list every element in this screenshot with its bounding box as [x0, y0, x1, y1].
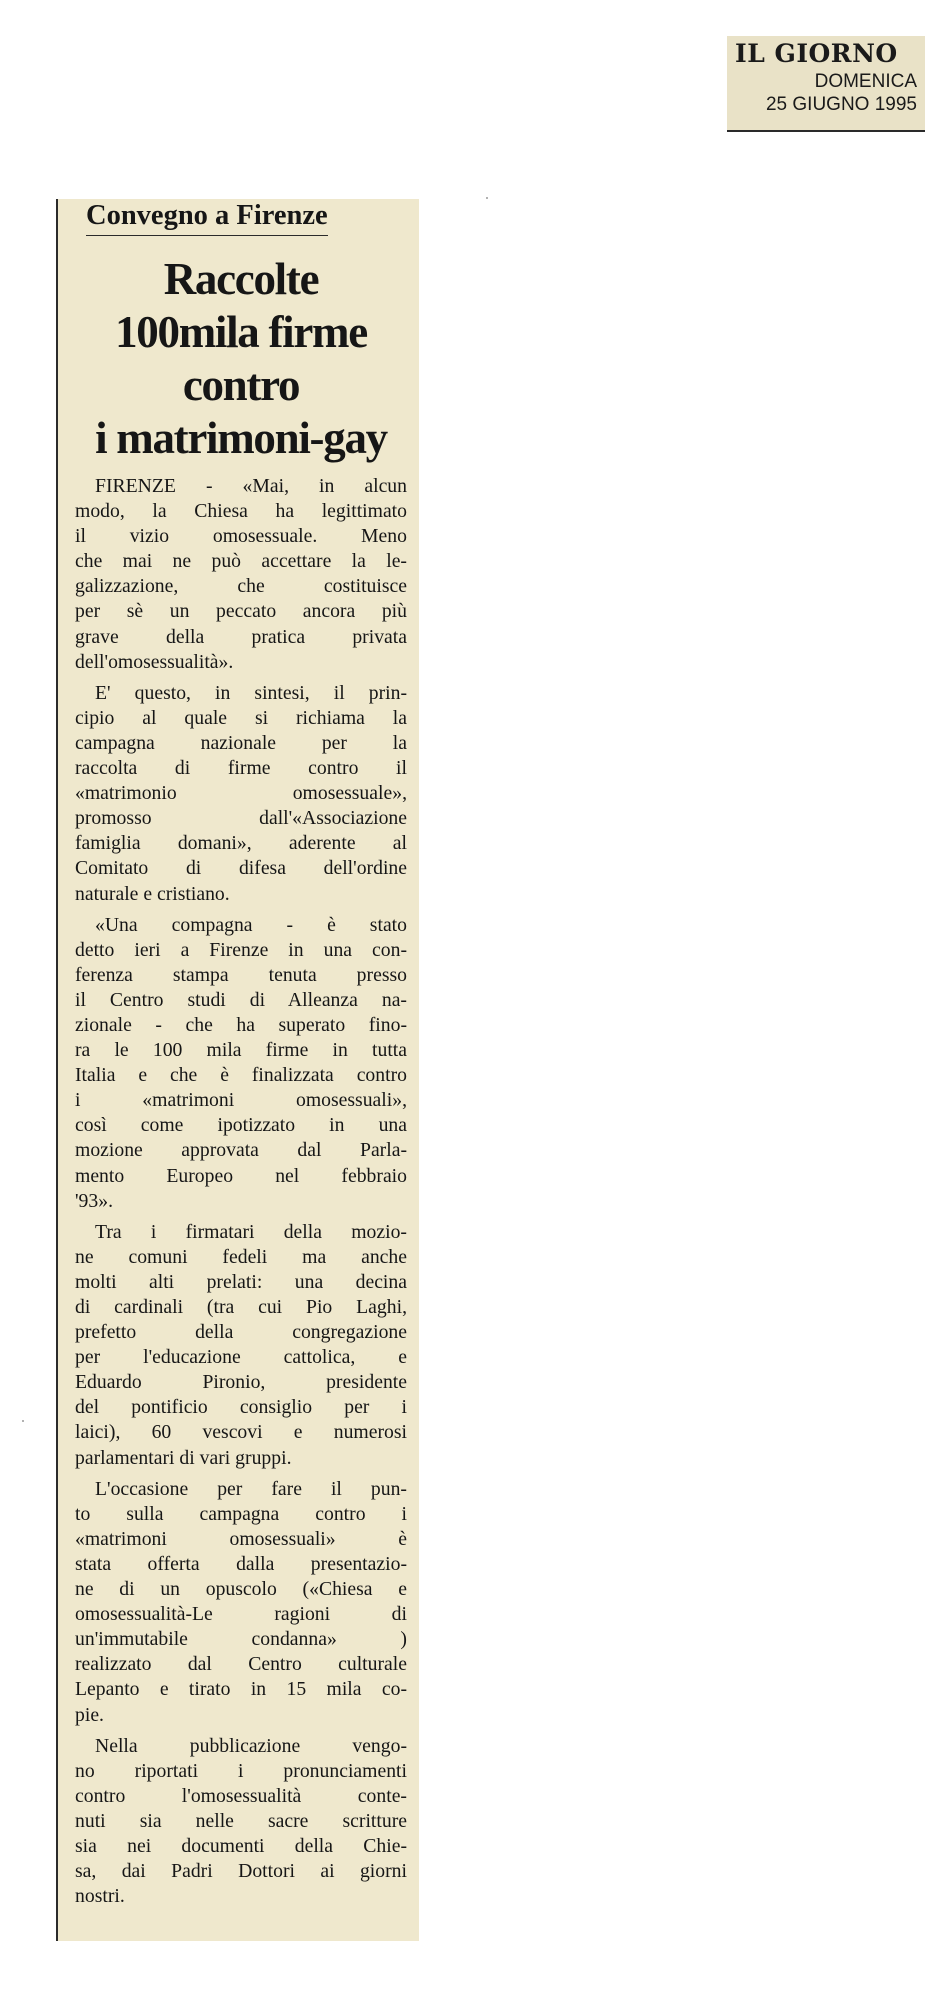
- paragraph-line: Eduardo Pironio, presidente: [75, 1371, 407, 1394]
- article-paragraph: [75, 474, 407, 675]
- paragraph-line: Comitato di difesa dell'ordine: [75, 857, 407, 880]
- paragraph-line: sia nei documenti della Chie-: [75, 1834, 407, 1857]
- paragraph-line: stata offerta dalla presentazio-: [75, 1552, 407, 1575]
- paragraph-line: il Centro studi di Alleanza na-: [75, 988, 407, 1011]
- paragraph-line: Lepanto e tirato in 15 mila co-: [75, 1678, 407, 1701]
- paragraph-line: ferenza stampa tenuta presso: [75, 963, 407, 986]
- paragraph-line: contro l'omosessualità conte-: [75, 1784, 407, 1807]
- paragraph-line: per l'educazione cattolica, e: [75, 1346, 407, 1369]
- paragraph-line: no riportati i pronunciamenti: [75, 1759, 407, 1782]
- article-kicker: Convegno a Firenze: [86, 199, 328, 236]
- paragraph-line: laici), 60 vescovi e numerosi: [75, 1421, 407, 1444]
- article-body: [75, 474, 407, 1909]
- paragraph-line: un'immutabile condanna» ): [75, 1628, 407, 1651]
- headline-line: contro: [182, 360, 300, 410]
- paragraph-line: ne comuni fedeli ma anche: [75, 1245, 407, 1268]
- paragraph-line: '93».: [75, 1189, 114, 1212]
- publication-weekday: DOMENICA: [814, 71, 917, 92]
- paragraph-line: famiglia domani», aderente al: [75, 832, 407, 855]
- headline-line: 100mila firme: [115, 307, 367, 357]
- paragraph-line: realizzato dal Centro culturale: [75, 1653, 407, 1676]
- paragraph-line: molti alti prelati: una decina: [75, 1270, 407, 1293]
- paragraph-line: che mai ne può accettare la le-: [75, 550, 407, 573]
- newspaper-name: IL GIORNO: [735, 39, 898, 68]
- paragraph-line: galizzazione, che costituisce: [75, 575, 407, 598]
- paragraph-line: nuti sia nelle sacre scritture: [75, 1809, 407, 1832]
- paragraph-line: L'occasione per fare il pun-: [95, 1477, 407, 1500]
- paragraph-line: cipio al quale si richiama la: [75, 706, 407, 729]
- paragraph-line: il vizio omosessuale. Meno: [75, 525, 407, 548]
- paragraph-line: mento Europeo nel febbraio: [75, 1164, 407, 1187]
- article-paragraph: [75, 1220, 407, 1471]
- paragraph-line: di cardinali (tra cui Pio Laghi,: [75, 1296, 407, 1318]
- paragraph-line: nostri.: [75, 1885, 125, 1908]
- paragraph-line: «matrimoni omosessuali» è: [75, 1527, 407, 1550]
- paragraph-line: pie.: [75, 1703, 104, 1726]
- publication-date: 25 GIUGNO 1995: [765, 94, 917, 115]
- article-paragraph: [75, 1734, 407, 1910]
- paragraph-line: mozione approvata dal Parla-: [75, 1139, 407, 1162]
- paragraph-line: zionale - che ha superato fino-: [75, 1013, 407, 1036]
- paper-speck: [486, 197, 488, 199]
- newspaper-masthead-clipping: [727, 36, 925, 132]
- paragraph-line: «matrimonio omosessuale»,: [75, 782, 407, 805]
- paragraph-line: ne di un opuscolo («Chiesa e: [75, 1578, 407, 1601]
- paragraph-line: sa, dai Padri Dottori ai giorni: [75, 1860, 407, 1883]
- paragraph-line: detto ieri a Firenze in una con-: [75, 938, 407, 961]
- headline-line: Raccolte: [163, 254, 319, 304]
- paragraph-line: ra le 100 mila firme in tutta: [75, 1039, 407, 1062]
- article-headline: [75, 253, 407, 465]
- paragraph-line: modo, la Chiesa ha legittimato: [75, 500, 407, 523]
- paragraph-line: Italia e che è finalizzata contro: [75, 1064, 407, 1087]
- paragraph-line: campagna nazionale per la: [75, 731, 407, 754]
- article-clipping: [56, 199, 419, 1941]
- paragraph-line: Nella pubblicazione vengo-: [95, 1734, 407, 1757]
- paragraph-line: FIRENZE - «Mai, in alcun: [95, 475, 407, 497]
- paragraph-line: per sè un peccato ancora più: [75, 600, 407, 623]
- paragraph-line: grave della pratica privata: [75, 625, 407, 648]
- paragraph-line: prefetto della congregazione: [75, 1321, 407, 1344]
- paragraph-line: omosessualità-Le ragioni di: [75, 1603, 407, 1626]
- paper-speck: [22, 1420, 24, 1422]
- article-paragraph: [75, 913, 407, 1214]
- paragraph-line: naturale e cristiano.: [75, 882, 230, 905]
- paragraph-line: i «matrimoni omosessuali»,: [75, 1089, 407, 1112]
- headline-line: i matrimoni-gay: [95, 413, 387, 463]
- paragraph-line: raccolta di firme contro il: [75, 757, 407, 780]
- paragraph-line: parlamentari di vari gruppi.: [75, 1446, 292, 1469]
- paragraph-line: promosso dall'«Associazione: [75, 807, 407, 830]
- paragraph-line: dell'omosessualità».: [75, 650, 234, 673]
- paragraph-line: Tra i firmatari della mozio-: [95, 1220, 407, 1243]
- paragraph-line: del pontificio consiglio per i: [75, 1396, 407, 1419]
- article-paragraph: [75, 681, 407, 907]
- paragraph-line: E' questo, in sintesi, il prin-: [95, 681, 407, 704]
- paragraph-line: «Una compagna - è stato: [95, 913, 407, 936]
- article-paragraph: [75, 1477, 407, 1728]
- paragraph-line: to sulla campagna contro i: [75, 1502, 407, 1525]
- paragraph-line: così come ipotizzato in una: [75, 1114, 407, 1137]
